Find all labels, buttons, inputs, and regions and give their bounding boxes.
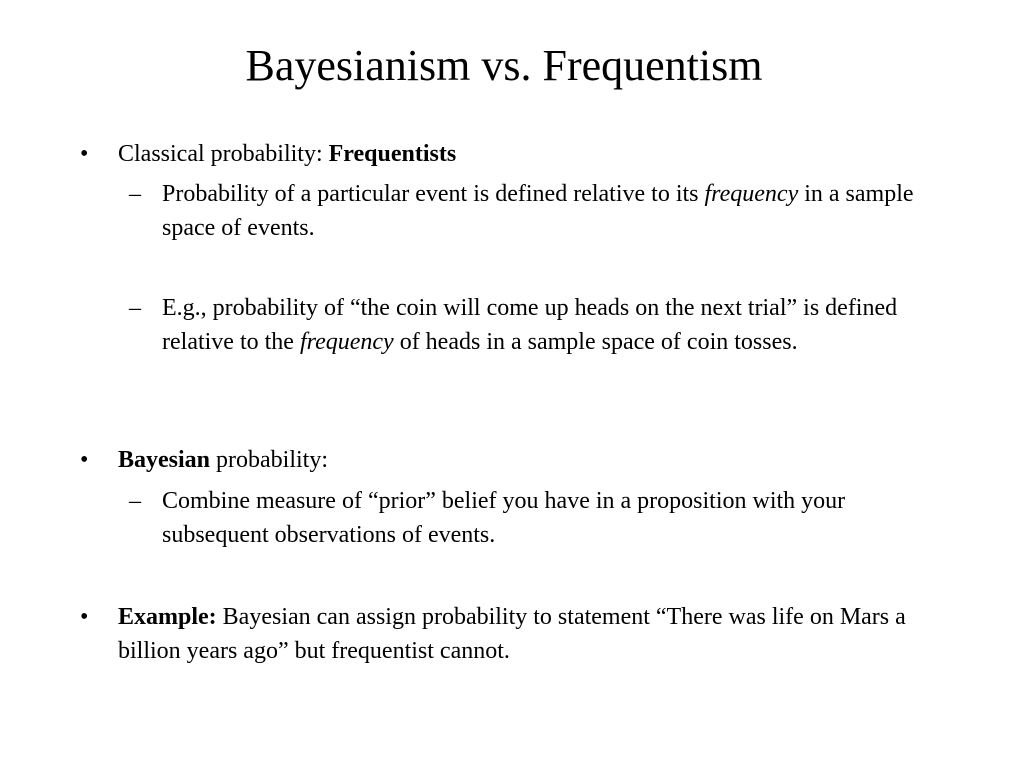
dash-icon: – [129,488,141,514]
slide-title: Bayesianism vs. Frequentism [245,41,763,90]
bullet-text: Bayesian can assign probability to statement “There was life on Mars a billion years ago” but frequentist cannot. [118,604,906,664]
sub-item-prior-belief: Combine measure of “prior” belief you have in a proposition with your subsequent observations of events. [162,488,846,548]
bullet-classical-probability [118,137,938,171]
sub-item-coin-example [162,291,938,359]
bullet-bayesian-probability [118,443,938,477]
bullet-bold-text: Frequentists [328,141,457,167]
bullet-text: Classical probability: [118,141,329,167]
dash-icon: – [129,295,141,321]
dash-icon: – [129,181,141,207]
sub-item-text: of heads in a sample space of coin tosses. [393,329,798,355]
sub-item-text: Probability of a particular event is defined relative to its [162,181,705,207]
bullet-icon: • [80,604,89,630]
bullet-icon: • [80,141,89,167]
bullet-example [118,600,938,668]
sub-item-text: E.g., probability of “the coin will come up heads on the next trial” is defined relative to the [162,295,898,355]
bullet-bold-text: Bayesian [118,447,211,473]
bullet-text: probability: [210,447,328,473]
sub-item-italic-text: frequency [299,329,394,355]
sub-item-text: in a sample space of events. [162,181,914,241]
sub-item-italic-text: frequency [704,181,799,207]
bullet-icon: • [80,447,89,473]
sub-item-frequency-definition [162,177,938,245]
bullet-bold-text: Example: [118,604,217,630]
